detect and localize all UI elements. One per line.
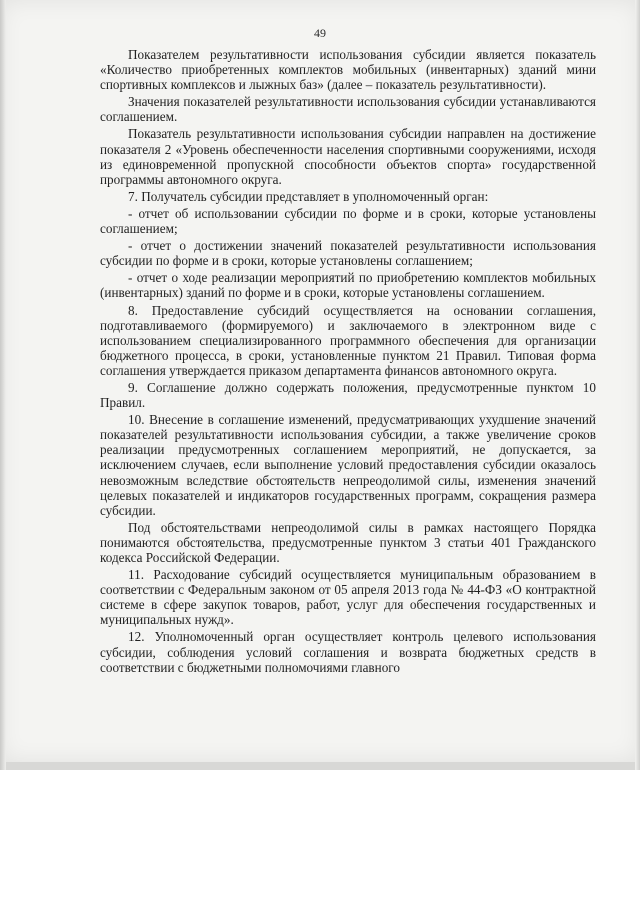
paragraph-9-agreement-provisions: 9. Соглашение должно содержать положения, предусмотренные пунктом 10 Правил. xyxy=(100,379,596,411)
paragraph-force-majeure: Под обстоятельствами непреодолимой силы в рамках настоящего Порядка понимаются обстоятельства, предусмотренные пунктом 3 статьи 401 Гражданского кодекса Российской Федерации. xyxy=(100,519,596,565)
paragraph-report-usage: - отчет об использовании субсидии по форме и в сроки, которые установлены соглашением; xyxy=(100,205,596,237)
paragraph-10-amendments: 10. Внесение в соглашение изменений, предусматривающих ухудшение значений показателей результативности использования субсидии, а также увеличение сроков реализации предусмотренных соглашением мероприятий, не допускается, за исключением случаев, если выполнение условий предоставления субсидии оказалось невозможным вследствие обстоятельств непреодолимой силы, изменения значений целевых показателей и индикаторов государственных программ, сокращения размера субсидии. xyxy=(100,412,596,518)
paragraph-report-achievement: - отчет о достижении значений показателей результативности использования субсидии по форме и в сроки, которые установлены соглашением; xyxy=(100,238,596,269)
paragraph-report-progress: - отчет о ходе реализации мероприятий по приобретению комплектов мобильных (инвентарных) зданий по форме и в сроки, которые установлены соглашением. xyxy=(100,270,596,301)
paragraph-7-reports-intro: 7. Получатель субсидии представляет в уполномоченный орган: xyxy=(128,188,489,204)
paragraph-performance-indicator: Показателем результативности использования субсидии является показатель «Количество приобретенных комплектов мобильных (инвентарных) зданий мини спортивных комплексов и лыжных баз» (далее – показатель результативности). xyxy=(100,47,596,93)
page-right-edge-shadow xyxy=(635,0,640,770)
paragraph-indicator-values: Значения показателей результативности использования субсидии устанавливаются соглашением. xyxy=(100,94,596,125)
paragraph-indicator-target: Показатель результативности использования субсидии направлен на достижение показателя 2 «Уровень обеспеченности населения спортивными сооружениями, исходя из единовременной пропускной способности объектов спорта» государственной программы автономного округа. xyxy=(100,126,596,187)
paragraph-8-agreement: 8. Предоставление субсидий осуществляется на основании соглашения, подготавливаемого (формируемого) и заключаемого в электронном виде с использованием специализированного программного обеспечения для организации бюджетного процесса, в сроки, установленные пунктом 21 Правил. Типовая форма соглашения утверждается приказом департамента финансов автономного округа. xyxy=(100,302,596,378)
document-body xyxy=(100,47,596,677)
page-number: 49 xyxy=(314,26,326,40)
paragraph-12-control: 12. Уполномоченный орган осуществляет контроль целевого использования субсидии, соблюдения условий соглашения и возврата бюджетных средств в соответствии с бюджетными полномочиями главного xyxy=(100,629,596,675)
paragraph-11-spending: 11. Расходование субсидий осуществляется муниципальным образованием в соответствии с Федеральным законом от 05 апреля 2013 года № 44-ФЗ «О контрактной системе в сфере закупок товаров, работ, услуг для обеспечения государственных и муниципальных нужд». xyxy=(100,567,596,628)
page-left-edge-shadow xyxy=(0,0,6,770)
